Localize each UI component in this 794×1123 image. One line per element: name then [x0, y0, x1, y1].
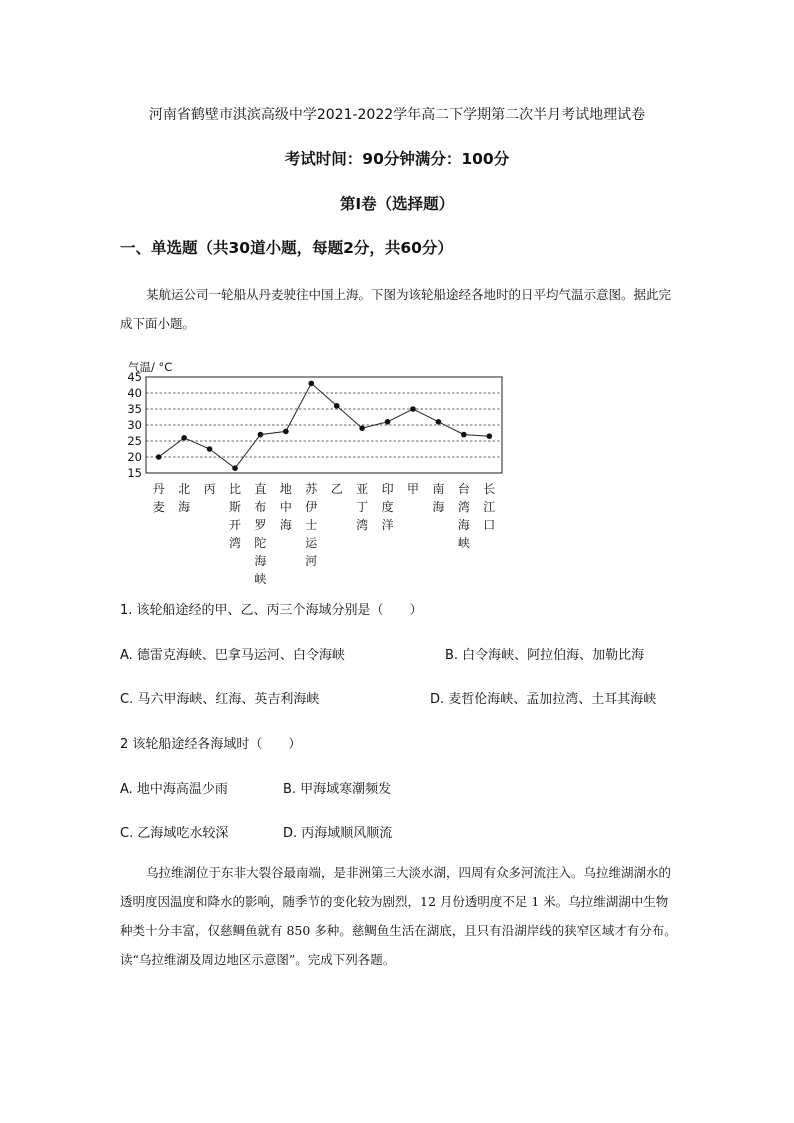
q1-option-d[interactable]: D. 麦哲伦海峡、孟加拉湾、土耳其海峡: [430, 692, 657, 707]
data-point: [156, 454, 162, 460]
x-category-label: 地中海: [279, 482, 292, 532]
x-category-label: 比斯开湾: [228, 482, 242, 550]
data-point: [385, 419, 391, 425]
y-tick-label: 45: [127, 370, 142, 384]
x-category-label: 甲: [406, 482, 420, 496]
data-point: [334, 403, 340, 409]
data-point: [486, 433, 492, 439]
section-heading: 一、单选题（共30道小题，每题2分，共60分）: [120, 239, 453, 257]
data-point: [258, 432, 264, 438]
y-tick-label: 20: [127, 450, 142, 464]
x-category-label: 亚丁湾: [356, 482, 369, 532]
q1-option-b[interactable]: B. 白令海峡、阿拉伯海、加勒比海: [445, 648, 645, 663]
q1-option-a[interactable]: A. 德雷克海峡、巴拿马运河、白令海峡: [120, 648, 345, 663]
y-axis-label: 气温/ °C: [128, 360, 173, 374]
data-point: [181, 435, 187, 441]
data-point: [308, 381, 314, 387]
passage-2: [120, 858, 680, 974]
passage-2-text: 乌拉维湖位于东非大裂谷最南端，是非洲第三大淡水湖，四周有众多河流注入。乌拉维湖湖水的透明度因温度和降水的影响，随季节的变化较为剧烈，12 月份透明度不足 1 米。乌拉维湖湖中生物种类十分丰富，仅慈鲷鱼就有 850 多种。慈鲷鱼生活在湖底，且只有沿湖岸线的狭窄区域才有分布。读“乌拉维湖及周边地区示意图”。完成下列各题。: [120, 865, 677, 967]
volume-heading: 第Ⅰ卷（选择题）: [339, 195, 455, 213]
x-category-label: 南海: [432, 482, 445, 514]
y-tick-label: 30: [127, 418, 142, 432]
x-category-label: 苏伊士运河: [305, 482, 318, 568]
x-category-label: 印度洋: [381, 482, 394, 532]
x-category-label: 长江口: [483, 482, 496, 532]
data-point: [410, 406, 416, 412]
data-point: [359, 425, 365, 431]
data-point: [436, 419, 442, 425]
passage-1: [120, 280, 680, 338]
exam-title: 河南省鹤壁市淇滨高级中学2021-2022学年高二下学期第二次半月考试地理试卷: [148, 107, 646, 123]
passage-1-text: 某航运公司一轮船从丹麦驶往中国上海。下图为该轮船途经各地时的日平均气温示意图。据此完成下面小题。: [120, 287, 672, 331]
exam-info: 考试时间：90分钟满分：100分: [284, 150, 510, 168]
data-point: [207, 446, 213, 452]
x-category-label: 北海: [178, 482, 191, 514]
x-category-label: 台湾海峡: [457, 482, 470, 550]
x-category-label: 乙: [330, 482, 343, 496]
x-category-label: 丙: [203, 482, 216, 496]
y-tick-label: 40: [127, 386, 142, 400]
q2-option-a[interactable]: A. 地中海高温少雨: [120, 782, 228, 797]
x-category-label: 丹麦: [152, 482, 165, 514]
temperature-chart: [120, 356, 520, 586]
q2-option-c[interactable]: C. 乙海域吃水较深: [120, 826, 229, 841]
q2-stem: 2 该轮船途经各海域时（ ）: [120, 737, 302, 752]
temperature-series-line: [159, 383, 490, 468]
q2-option-d[interactable]: D. 丙海域顺风顺流: [283, 826, 393, 841]
q1-option-c[interactable]: C. 马六甲海峡、红海、英吉利海峡: [120, 692, 320, 707]
y-tick-label: 35: [127, 402, 142, 416]
y-tick-label: 25: [127, 434, 142, 448]
data-point: [232, 465, 238, 471]
x-category-label: 直布罗陀海峡: [254, 482, 267, 586]
temperature-chart-svg: [120, 356, 520, 586]
q2-option-b[interactable]: B. 甲海域寒潮频发: [283, 782, 392, 797]
q1-stem: 1. 该轮船途经的甲、乙、丙三个海域分别是（ ）: [120, 603, 423, 618]
data-point: [461, 432, 467, 438]
data-point: [283, 429, 289, 435]
y-tick-label: 15: [127, 466, 142, 480]
